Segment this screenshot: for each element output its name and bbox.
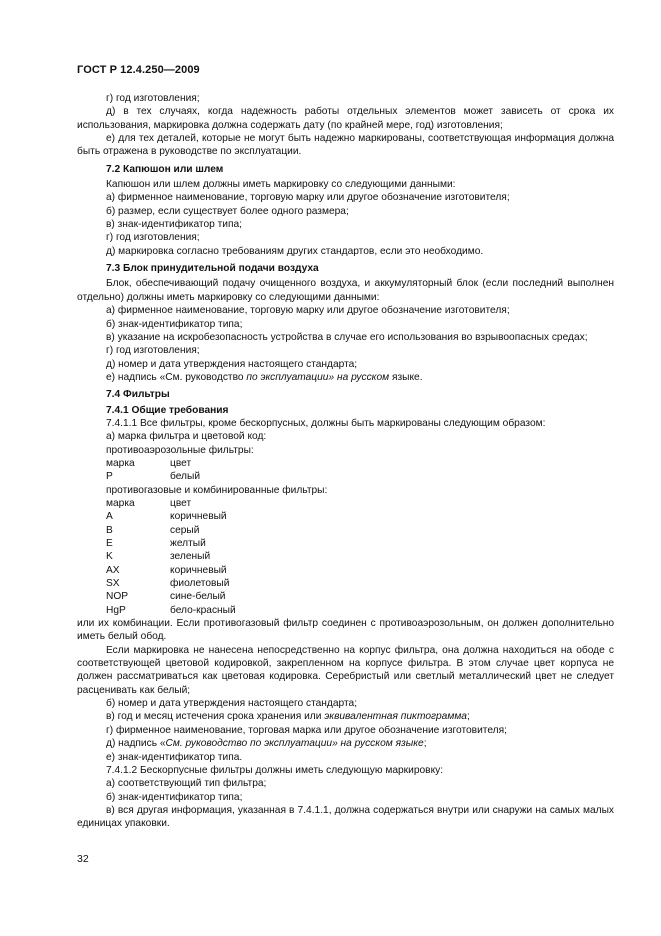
- item-v-text: в) год и месяц истечения срока хранения или: [106, 711, 325, 723]
- section-7-2-heading: 7.2 Капюшон или шлем: [106, 163, 224, 175]
- rim-marking-paragraph: Если маркировка не нанесена непосредственно на корпус фильтра, она должна находиться на ободе с соответствующей цветовой кодировкой, закрепленном на корпусе фильтра. В этом случае цвет корпуса не должен рассматриваться как цветовая кодировка. Серебристый или светлый металлический цвет не следует расценивать как белый;: [77, 644, 614, 696]
- clause-7-4-1-2: 7.4.1.2 Бескорпусные фильтры должны иметь следующую маркировку:: [106, 764, 444, 776]
- aerosol-filters-label: противоаэрозольные фильтры:: [106, 444, 254, 456]
- section-7-3-item-b: б) знак-идентификатор типа;: [106, 318, 243, 330]
- intro-item-g: г) год изготовления;: [106, 93, 200, 104]
- intro-item-e: е) для тех деталей, которые не могут быть надежно маркированы, соответствующая информация должна быть отражена в руководстве по эксплуатации.: [77, 133, 614, 158]
- filter-mark: K: [106, 551, 113, 563]
- filter-mark: E: [106, 538, 113, 549]
- clause-7-4-1-1-item-b: б) номер и дата утверждения настоящего стандарта;: [106, 698, 358, 710]
- section-7-3-item-d: д) номер и дата утверждения настоящего стандарта;: [106, 358, 358, 370]
- filter-color: фиолетовый: [170, 578, 230, 590]
- section-7-3-item-a: а) фирменное наименование, торговую марку или другое обозначение изготовителя;: [106, 305, 510, 317]
- clause-7-4-1-2-item-b: б) знак-идентификатор типа;: [106, 791, 243, 803]
- document-header: ГОСТ Р 12.4.250—2009: [77, 64, 200, 76]
- item-v-italic: эквивалентная пиктограмма: [324, 711, 467, 723]
- document-body: [77, 92, 614, 831]
- section-7-2-item: г) год изготовления;: [106, 232, 200, 244]
- gas-table-row: [77, 564, 614, 577]
- item-e-italic: по эксплуатации» на русском: [246, 371, 390, 383]
- aerosol-table-header: [77, 457, 614, 470]
- gas-table-row: [77, 590, 614, 603]
- gas-table-row: [77, 577, 614, 590]
- gas-table-header: [77, 497, 614, 510]
- clause-7-4-1-1-item-g: г) фирменное наименование, торговая марка или другое обозначение изготовителя;: [106, 724, 507, 736]
- item-e-tail: языке.: [389, 371, 423, 383]
- page-number: 32: [77, 853, 89, 865]
- filter-color: сине-белый: [170, 591, 226, 603]
- section-7-3-item-v: в) указание на искробезопасность устройства в случае его использования во взрывоопасных средах;: [106, 331, 588, 343]
- section-7-2-item: д) маркировка согласно требованиям других стандартов, если это необходимо.: [106, 245, 484, 257]
- section-7-3-heading: 7.3 Блок принудительной подачи воздуха: [106, 263, 319, 275]
- gas-table-row: [77, 524, 614, 537]
- filter-mark: NOP: [106, 591, 129, 603]
- filter-color: желтый: [170, 538, 206, 549]
- section-7-2-item: б) размер, если существует более одного размера;: [106, 205, 349, 217]
- clause-7-4-1-1-item-d: [77, 737, 614, 750]
- item-v-tail: ;: [466, 711, 470, 723]
- filter-mark: AX: [106, 564, 120, 576]
- filter-color: белый: [170, 471, 201, 483]
- item-d-tail: ;: [423, 738, 427, 750]
- filter-color: коричневый: [170, 511, 227, 523]
- filter-color: бело-красный: [170, 604, 236, 616]
- section-7-3-item-e: [77, 371, 614, 384]
- clause-7-4-1-2-item-v: в) вся другая информация, указанная в 7.4.1.1, должна содержаться внутри или снаружи на самых малых единицах упаковки.: [77, 804, 614, 830]
- aerosol-table-row: [77, 470, 614, 483]
- filter-mark: P: [106, 471, 113, 483]
- clause-7-4-1-1-item-a: а) марка фильтра и цветовой код:: [106, 431, 267, 443]
- item-d-text: д) надпись «: [106, 738, 166, 750]
- col-mark-header: марка: [106, 457, 135, 469]
- item-d-italic: См. руководство по эксплуатации» на русском языке: [165, 738, 424, 750]
- gas-table-row: [77, 604, 614, 617]
- clause-7-4-1-2-item-a: а) соответствующий тип фильтра;: [106, 778, 267, 790]
- section-7-2-lead: Капюшон или шлем должны иметь маркировку со следующими данными:: [106, 179, 456, 191]
- gas-table-row: [77, 510, 614, 523]
- section-7-2-item: а) фирменное наименование, торговую марку или другое обозначение изготовителя;: [106, 192, 510, 204]
- combination-note: или их комбинации. Если противогазовый фильтр соединен с противоаэрозольным, он должен дополнительно иметь белый обод.: [77, 618, 614, 643]
- filter-mark: HgP: [106, 604, 126, 616]
- section-7-2-item: в) знак-идентификатор типа;: [106, 219, 243, 231]
- filter-color: коричневый: [170, 564, 227, 576]
- col-mark-header: марка: [106, 497, 135, 509]
- section-7-4-1-heading: 7.4.1 Общие требования: [106, 404, 229, 416]
- filter-color: серый: [170, 524, 200, 536]
- clause-7-4-1-1-item-v: [77, 710, 614, 723]
- filter-mark: SX: [106, 578, 120, 590]
- filter-mark: A: [106, 511, 113, 523]
- section-7-4-heading: 7.4 Фильтры: [106, 389, 170, 401]
- section-7-3-lead: Блок, обеспечивающий подачу очищенного воздуха, и аккумуляторный блок (если последний выполнен отдельно) должны иметь маркировку со следующими данными:: [77, 278, 614, 303]
- filter-color: зеленый: [170, 551, 211, 563]
- gas-table-row: [77, 550, 614, 563]
- filter-mark: B: [106, 524, 113, 536]
- intro-item-d: д) в тех случаях, когда надежность работы отдельных элементов может зависеть от срока их использования, маркировка должна содержать дату (по крайней мере, год) изготовления;: [77, 106, 614, 131]
- gas-filters-label: противогазовые и комбинированные фильтры:: [106, 484, 328, 496]
- col-color-header: цвет: [170, 497, 192, 509]
- clause-7-4-1-1: 7.4.1.1 Все фильтры, кроме бескорпусных, должны быть маркированы следующим образом:: [106, 417, 546, 429]
- item-e-text: е) надпись «См. руководство: [106, 371, 247, 383]
- col-color-header: цвет: [170, 457, 192, 469]
- clause-7-4-1-1-item-e: е) знак-идентификатор типа.: [106, 751, 243, 763]
- section-7-3-item-g: г) год изготовления;: [106, 345, 200, 357]
- gas-table-row: [77, 537, 614, 550]
